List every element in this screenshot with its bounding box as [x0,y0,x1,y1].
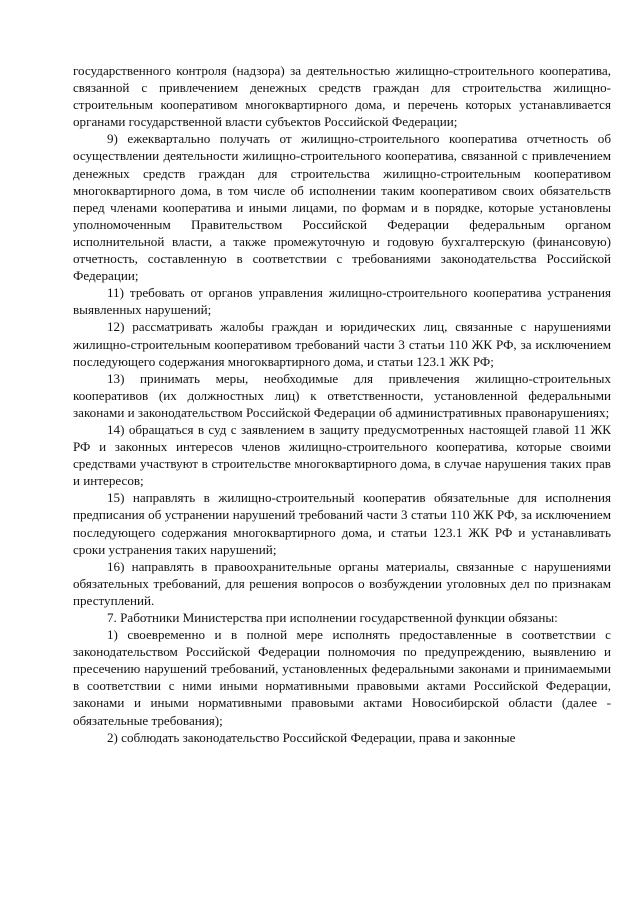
paragraph-item-14: 14) обращаться в суд с заявлением в защиту предусмотренных настоящей главой 11 ЖК РФ и законных интересов членов жилищно-строительного кооператива, которые своими средствами участвуют в строительстве многоквартирного дома, в случае нарушения таких прав и интересов; [73,421,611,489]
paragraph-item-15: 15) направлять в жилищно-строительный кооператив обязательные для исполнения предписания об устранении нарушений требований части 3 статьи 110 ЖК РФ, за исключением последующего содержания многоквартирного дома, и статьи 123.1 ЖК РФ и устанавливать сроки устранения таких нарушений; [73,490,611,557]
paragraph-item-13: 13) принимать меры, необходимые для привлечения жилищно-строительных кооперативов (их должностных лиц) к ответственности, установленной федеральными законами и законодательством Российской Федерации об административных правонарушениях; [73,370,611,420]
paragraph-continuation: государственного контроля (надзора) за деятельностью жилищно-строительного кооператива, связанной с привлечением денежных средств граждан для строительства жилищно-строительным кооперативом многоквартирного дома, и перечень которых устанавливается органами государственной власти субъектов Российской Федерации; [73,63,611,130]
paragraph-item-16: 16) направлять в правоохранительные органы материалы, связанные с нарушениями обязательных требований, для решения вопросов о возбуждении уголовных дел по признакам преступлений. [73,558,611,608]
paragraph-item-11: 11) требовать от органов управления жилищно-строительного кооператива устранения выявленных нарушений; [73,285,611,318]
paragraph-section-7: 7. Работники Министерства при исполнении государственной функции обязаны: [107,610,558,625]
paragraph-duty-2: 2) соблюдать законодательство Российской Федерации, права и законные [107,729,516,745]
paragraph-item-12: 12) рассматривать жалобы граждан и юридических лиц, связанные с нарушениями жилищно-строительным кооперативом требований части 3 статьи 110 ЖК РФ, за исключением последующего содержания многоквартирного дома, и статьи 123.1 ЖК РФ; [73,319,611,369]
document-page [73,62,611,746]
paragraph-item-9: 9) ежеквартально получать от жилищно-строительного кооператива отчетность об осуществлении деятельности жилищно-строительного кооператива, связанной с привлечением денежных средств граждан для строительства жилищно-строительным кооперативом многоквартирного дома, в том числе об исполнении таким кооперативом своих обязательств перед членами кооператива и иными лицами, по формам и в порядке, которые установлены уполномоченным Правительством Российской Федерации федеральным органом исполнительной власти, а также промежуточную и годовую бухгалтерскую (финансовую) отчетность, составленную в соответствии с требованиями законодательства Российской Федерации; [73,131,611,284]
paragraph-duty-1: 1) своевременно и в полной мере исполнять предоставленные в соответствии с законодательством Российской Федерации полномочия по предупреждению, выявлению и пресечению нарушений требований, установленных федеральными законами и принимаемыми в соответствии с ними иными нормативными правовыми актами Российской Федерации, законами и иными нормативными правовыми актами Новосибирской области (далее - обязательные требования); [73,627,611,728]
